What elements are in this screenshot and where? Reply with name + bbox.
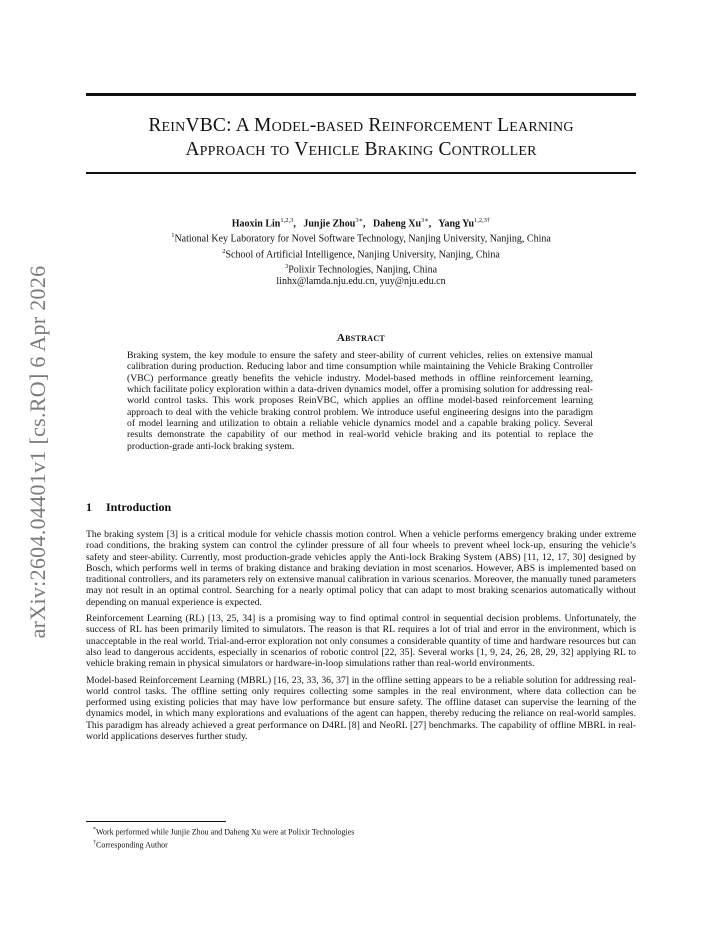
footnote-1: *Work performed while Junjie Zhou and Daheng Xu were at Polixir Technologies — [93, 827, 355, 837]
author-emails: linhx@lamda.nju.edu.cn, yuy@nju.edu.cn — [276, 276, 446, 288]
paragraph: Reinforcement Learning (RL) [13, 25, 34] is a promising way to find optimal control in sequential decision problems. Unfortunately, the success of RL has been primarily limited to simulators. The reason is that RL requires a lot of trial and error in the environment, which is unacceptable in the real world. Trial-and-error exploration not only consumes a considerable quantity of time and hardware resources but can also lead to dangerous accidents, especially in scenarios of robotic control [22, 35]. Several works [1, 9, 24, 26, 28, 29, 32] applying RL to vehicle braking remain in physical simulators or hardware-in-loop simulations rather than real-world environments. — [86, 613, 636, 670]
affiliation-1: $^1$National Key Laboratory for Novel Software Technology, Nanjing University, Nanjing, China — [171, 232, 551, 245]
author-name: Daheng Xu — [372, 218, 422, 230]
affiliation-3: $^3$Polixir Technologies, Nanjing, China — [284, 262, 438, 276]
section-number: 1 — [86, 500, 92, 514]
title-line-2: Approach to Vehicle Braking Controller — [185, 139, 537, 160]
footnote-rule — [86, 821, 226, 822]
section-heading — [86, 500, 171, 515]
abstract-heading: Abstract — [336, 332, 386, 344]
affiliation-2: $^2$School of Artificial Intelligence, Nanjing University, Nanjing, China — [222, 247, 500, 260]
paper-title — [86, 114, 636, 162]
author-name: Junjie Zhou — [303, 218, 356, 230]
author-name: Yang Yu — [438, 218, 475, 230]
author-names: Haoxin Lin$^{1,2,3}$, Junjie Zhou$^{3∗}$, Daheng $Xu^{3∗}$, Yang $Yu^{1,2,3\dagger}$ — [231, 217, 491, 230]
abstract-text: Braking system, the key module to ensure the safety and steer-ability of current vehicles, relies on extensive manual calibration during production. Reducing labor and time consumption while maintaining the Vehicle Braking Controller (VBC) performance greatly benefits the vehicle industry. Model-based methods in offline reinforcement learning, which facilitate policy exploration within a data-driven dynamics model, offer a promising solution for addressing real-world control tasks. This work proposes ReinVBC, which applies an offline model-based reinforcement learning approach to deal with the vehicle braking control problem. We introduce useful engineering designs into the paradigm of model learning and utilization to obtain a reliable vehicle dynamics model and a capable braking policy. Several results demonstrate the capability of our method in real-world vehicle braking and its potential to replace the production-grade anti-lock braking system. — [127, 350, 593, 452]
section-title: Introduction — [106, 500, 172, 514]
footnote-2: †Corresponding Author — [93, 840, 168, 850]
paragraph: The braking system [3] is a critical module for vehicle chassis motion control. When a vehicle performs emergency braking under extreme road conditions, the braking system can control the cylinder pressure of all four wheels to prevent wheel lock-up, ensuring the vehicle’s safety and steer-ability. Currently, most production-grade vehicles apply the Anti-lock Braking System (ABS) [11, 12, 17, 30] designed by Bosch, which performs well in terms of braking distance and braking deviation in most scenarios. However, ABS is implemented based on traditional controllers, and its parameters rely on extensive manual calibration in various scenarios. Moreover, the manually tuned parameters may not result in an optimal control. Searching for a nearly optimal policy that can adapt to most braking scenarios automatically without depending on manual experience is expected. — [86, 529, 636, 608]
title-line-1: ReinVBC: A Model-based Reinforcement Learning — [148, 115, 574, 136]
title-top-rule — [86, 93, 636, 96]
title-bottom-rule — [86, 172, 636, 174]
footnotes — [93, 825, 354, 851]
arxiv-side-banner: arXiv:2604.04401v1 [cs.RO] 6 Apr 2026 — [25, 265, 50, 639]
introduction-body — [86, 529, 636, 747]
paragraph: Model-based Reinforcement Learning (MBRL) [16, 23, 33, 36, 37] in the offline setting appears to be a reliable solution for addressing real-world control tasks. The offline setting only requires collecting some samples in the real environment, where data collection can be performed using existing policies that may have low performance but ensure safety. The offline dataset can supervise the learning of the dynamics model, in which many explorations and evaluations of the agent can happen, thereby reducing the reliance on real-world samples. This paradigm has already achieved a great performance on D4RL [8] and NeoRL [27] benchmarks. The capability of offline MBRL in real-world applications deserves further study. — [86, 674, 636, 743]
author-block — [86, 215, 636, 288]
author-name: Haoxin Lin — [231, 218, 281, 230]
